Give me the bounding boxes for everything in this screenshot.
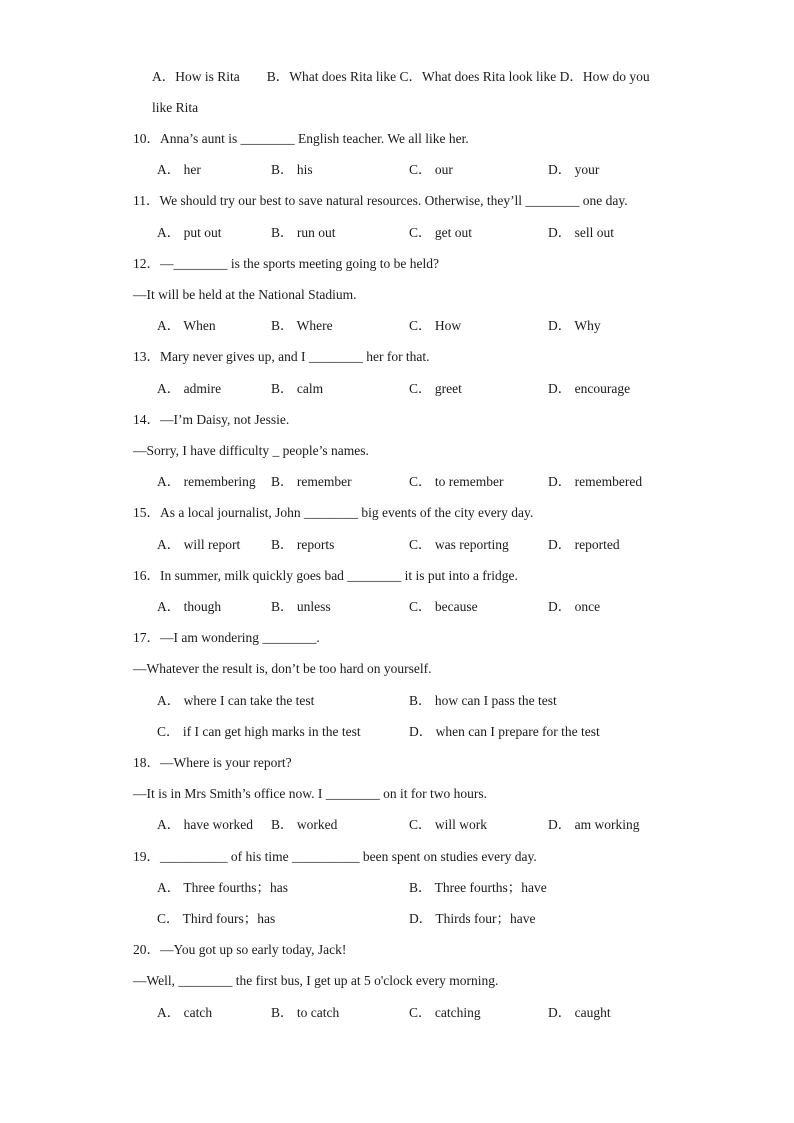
q15-option-d: D． reported: [548, 537, 620, 552]
q18-stem: 18．—Where is your report?: [133, 755, 292, 770]
q14-reply: —Sorry, I have difficulty _ people’s names.: [133, 443, 369, 458]
q16-stem: 16．In summer, milk quickly goes bad ________ it is put into a fridge.: [133, 568, 518, 583]
q20-option-c: C． catching: [409, 1005, 481, 1020]
q10-option-d: D． your: [548, 162, 600, 177]
q13-option-b: B． calm: [271, 381, 324, 396]
q17-option-a: A． where I can take the test: [157, 693, 315, 708]
q14-option-b: B． remember: [271, 474, 352, 489]
q16-option-c: C． because: [409, 599, 478, 614]
q11-stem: 11．We should try our best to save natural resources. Otherwise, they’ll ________ one day.: [133, 193, 628, 208]
q17-reply: —Whatever the result is, don’t be too hard on yourself.: [133, 661, 432, 676]
q20-reply: —Well, ________ the first bus, I get up at 5 o'clock every morning.: [133, 973, 499, 988]
q14-stem: 14．—I’m Daisy, not Jessie.: [133, 412, 290, 427]
q10-option-b: B． his: [271, 162, 313, 177]
q9-options-wrap: like Rita: [152, 100, 199, 115]
q15-option-c: C． was reporting: [409, 537, 509, 552]
q17-option-c: C． if I can get high marks in the test: [157, 724, 361, 739]
q12-stem: 12．—________ is the sports meeting going to be held?: [133, 256, 439, 271]
q12-reply: —It will be held at the National Stadium.: [133, 287, 357, 302]
q10-stem: 10．Anna’s aunt is ________ English teacher. We all like her.: [133, 131, 469, 146]
q10-option-c: C． our: [409, 162, 453, 177]
q18-option-a: A． have worked: [157, 817, 253, 832]
q12-option-b: B． Where: [271, 318, 333, 333]
q16-option-a: A． though: [157, 599, 222, 614]
q17-stem: 17．—I am wondering ________.: [133, 630, 320, 645]
q19-option-d: D． Thirds four；have: [409, 911, 536, 926]
q14-option-c: C． to remember: [409, 474, 504, 489]
q15-option-a: A． will report: [157, 537, 241, 552]
q11-option-b: B． run out: [271, 225, 336, 240]
q19-option-c: C． Third fours；has: [157, 911, 276, 926]
q13-stem: 13．Mary never gives up, and I ________ her for that.: [133, 349, 430, 364]
q16-option-b: B． unless: [271, 599, 331, 614]
q13-option-c: C． greet: [409, 381, 462, 396]
q20-option-a: A． catch: [157, 1005, 213, 1020]
q12-option-a: A． When: [157, 318, 216, 333]
q10-option-a: A． her: [157, 162, 201, 177]
q13-option-a: A． admire: [157, 381, 222, 396]
q9-options-line: A．How is Rita B．What does Rita like C．What does Rita look like D．How do you: [152, 69, 650, 84]
q11-option-d: D． sell out: [548, 225, 614, 240]
q14-option-a: A． remembering: [157, 474, 256, 489]
q17-option-d: D． when can I prepare for the test: [409, 724, 600, 739]
q11-option-a: A． put out: [157, 225, 222, 240]
q19-option-a: A． Three fourths；has: [157, 880, 288, 895]
q15-option-b: B． reports: [271, 537, 335, 552]
q12-option-c: C． How: [409, 318, 462, 333]
q14-option-d: D． remembered: [548, 474, 643, 489]
q19-option-b: B． Three fourths；have: [409, 880, 547, 895]
q20-option-d: D． caught: [548, 1005, 611, 1020]
q20-stem: 20．—You got up so early today, Jack!: [133, 942, 347, 957]
q18-option-c: C． will work: [409, 817, 488, 832]
q15-stem: 15．As a local journalist, John ________ big events of the city every day.: [133, 505, 534, 520]
q17-option-b: B． how can I pass the test: [409, 693, 557, 708]
q18-option-d: D． am working: [548, 817, 640, 832]
q16-option-d: D． once: [548, 599, 601, 614]
q18-option-b: B． worked: [271, 817, 338, 832]
q19-stem: 19．__________ of his time __________ been spent on studies every day.: [133, 849, 537, 864]
q20-option-b: B． to catch: [271, 1005, 340, 1020]
q11-option-c: C． get out: [409, 225, 472, 240]
q13-option-d: D． encourage: [548, 381, 631, 396]
q12-option-d: D． Why: [548, 318, 601, 333]
q18-reply: —It is in Mrs Smith’s office now. I ________ on it for two hours.: [133, 786, 487, 801]
